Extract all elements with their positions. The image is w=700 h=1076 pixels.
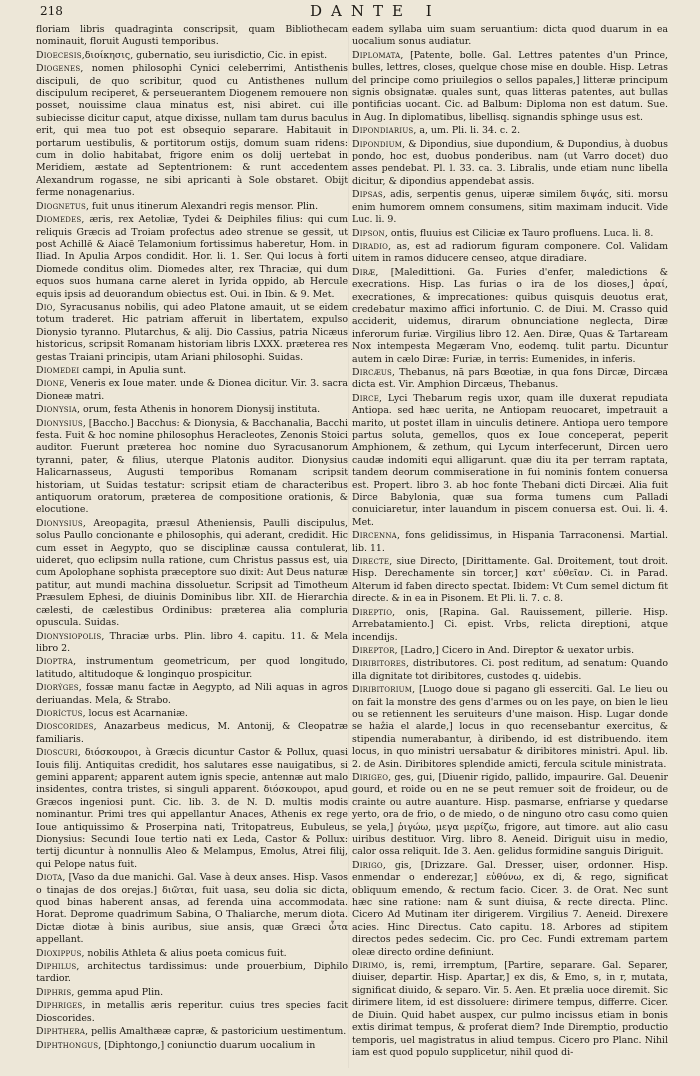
entry-headword: Dioxippus [36, 947, 82, 959]
dictionary-entry [352, 556, 668, 606]
entry-headword: Dione [36, 378, 65, 390]
entry-headword: Direptio [352, 606, 393, 618]
entry-text: eadem syllaba uim suam seruantium: dicta quod duarum in ea uocalium sonus audiatur. [352, 24, 668, 48]
dictionary-entry [36, 1026, 348, 1038]
right-column [352, 24, 668, 1068]
dictionary-entry [352, 530, 668, 555]
dictionary-entry [36, 987, 348, 999]
dictionary-entry [36, 721, 348, 746]
column-gutter [348, 24, 349, 1068]
entry-headword: Dioscorides [36, 721, 94, 733]
entry-text: , διόσκουροι, à Græcis dicuntur Castor & Pollux, quasi Iouis filij. Antiquitas credidit, hos salutares esse nauigatibus, si gemini apparent; apparent autem ignis specie, antennæ aut malo insidentes, contra tristes, si singuli apparent. διόσκουροι, apud Græcos ingeniosi punt. Cic. lib. 3. de N. D. multis modis nominantur. Primi tres qui appellantur Anaces, Athenis ex rege Ioue antiquissimo & Proserpina nati, Tritopatreus, Eubuleus, Dionysius: Secundi Ioue tertio nati ex Leda, Castor & Pollux: tertij dicuntur à nonnullis Aleo & Melampus, Emolus, Atrei filij, qui Pelope natus fuit. [36, 747, 348, 870]
entry-headword: Dipson [352, 227, 385, 239]
dictionary-entry [36, 872, 348, 946]
entry-headword: Dirimo [352, 960, 385, 972]
dictionary-entry [36, 201, 348, 213]
dictionary-entry [36, 302, 348, 364]
dictionary-entry [352, 772, 668, 859]
entry-text: , Areopagita, præsul Atheniensis, Paulli discipulus, solus Paullo concionante e philosophis, qui aderant, credidit. Hic cum esset in Aegypto, quo se disciplinæ caussa contulerat, uideret, quo eclipsim nulla ratione, cum Christus passus est, uia cum Apolophane sophista præceptore suo dixit: Aut Deus naturæ patitur, aut mundi machina dissoluetur. Scripsit ad Timotheum Præsulem Ephesi, de diuinis Dominibus libr. XII. de Hierarchia cælesti, de cælestibus Ordinibus: præterea alia compluria opuscula. Suidas. [36, 517, 348, 629]
dictionary-entry [352, 125, 668, 137]
entry-headword: Dirigeo [352, 771, 389, 783]
dictionary-entry [36, 378, 348, 403]
entry-text: , ges, gui, [Diuenir rigido, pallido, impaurire. Gal. Deuenir gourd, et roide ou en ne se peut remuer soit de froideur, ou de crainte ou autre auanture. Hisp. pasmarse, enfriarse y quedarse yerto, ora de frio, o de miedo, o de ninguno otro casu como quien se yela,] ῥιγώω, μεγα μερίζω, frigore, aut timore. aut alio casu uiribus destituor. Virg. libro 8. Aeneid. Diriguit uisu in medio, calor ossa reliquit. Ide 3. Aen. gelidus formidine sanguis Diriguit. [352, 771, 668, 858]
entry-text: , [Patente, bolle. Gal. Lettres patentes d'un Prince, bulles, lettres, closes, quelque chose mise en double. Hisp. Letras del principe como priuilegios o sellos papales,] litteræ principum signis obsignatæ. quales sunt, quas litteras patentes, aut bullas pontificias uocant. Cic. ad Balbum: Diploma non est datum. Sue. in Aug. In diplomatibus, libellisq. signandis sphinge usus est. [352, 49, 668, 123]
dictionary-entry [36, 518, 348, 630]
entry-text: , Anazarbeus medicus, M. Antonij, & Cleopatræ familiaris. [36, 721, 348, 745]
entry-text: , æris, rex Aetoliæ, Tydei & Deiphiles filius: qui cum reliquis Græcis ad Troiam profectus adeo strenue se gessit, ut post Achillē & Aiacē Telamonium fortissimus haberetur, Hom. in Iliad. In Apulia Arpos condidit. Hor. li. 1. Ser. Qui locus à forti Diomede conditus olim. Diomedes alter, rex Thraciæ, qui dum equos suos humana carne aleret in Iyrida oppido, ab Hercule equis ipsis ad deuorandum obiectus est. Oui. in Ibin. & 9. Met. [36, 214, 348, 300]
dictionary-entry [36, 24, 348, 49]
entry-text: , Lyci Thebarum regis uxor, quam ille duxerat repudiata Antiopa. sed hæc uerita, ne Antiopam reuocaret, impetrauit a marito, ut postet illam in uinculis detinere. Antiopa uero tempore partus soluta, gemellos, quos ex Ioue conceperat, peperit Amphionem, & zethum, qui Lycum interfecerunt, Dircen uero caudæ indomiti equi alligarunt. quæ diu ita per terram raptata, tandem deorum commiseratione in fui nominis fontem conuersa est. Propert. libro 3. ab hoc fonte Thebani dicti Dircæi. Alia fuit Dirce Babylonia, quæ sua forma tumens cum Palladi conuiciaretur, inter lauandum in piscem conuersa est. Oui. li. 4. Met. [352, 392, 668, 528]
entry-text: , Veneris ex Ioue mater. unde & Dionea dicitur. Vir. 3. sacra Dioneæ matri. [36, 378, 348, 402]
entry-headword: Directe [352, 556, 390, 568]
dictionary-entry [36, 961, 348, 986]
dictionary-entry [36, 948, 348, 960]
entry-headword: Diribitores [352, 658, 407, 670]
entry-text: , architectus tardissimus: unde prouerbium, Diphilo tardior. [36, 961, 348, 985]
entry-text: , [Vaso da due manichi. Gal. Vase à deux anses. Hisp. Vasos o tinajas de dos orejas.] διῶται, fuit uasa, seu dolia sic dicta, quod binas haberent ansas, ad ferenda uina accommodata. Horat. Deprome quadrimum Sabina, O Thaliarche, merum diota. Dictæ diotæ à binis auribus, siue ansis, quæ Græci ὦτα appellant. [36, 872, 348, 946]
entry-text: , siue Directo, [Dirittamente. Gal. Droitement, tout droit. Hisp. Derechamente sin torcer,] κατ' εὐθεῖαν. Ci. in Parad. Alterum id faben directo spectat. Ibidem: Vt Cum semel dictum fit directe. & in ea in Pisonem. Et Pli. li. 7. c. 8. [352, 556, 668, 605]
dictionary-entry [352, 860, 668, 959]
entry-text: , orum, festa Athenis in honorem Dionysij instituta. [76, 404, 321, 416]
running-title: DANTE I [310, 2, 441, 20]
entry-headword: Diomedes [36, 214, 82, 226]
entry-headword: Dionysia [36, 404, 77, 416]
dictionary-entry [352, 393, 668, 529]
entry-headword: Diogenes [36, 63, 81, 75]
entry-text: , as, est ad radiorum figuram componere. Col. Validam uitem in ramos diducere censeo, atque diradiare. [352, 240, 668, 265]
dictionary-entry [36, 1000, 348, 1025]
entry-text: , ontis, fluuius est Ciliciæ ex Tauro profluens. Luca. li. 8. [384, 227, 654, 239]
page-number: 218 [40, 4, 63, 18]
dictionary-entry [352, 241, 668, 266]
dictionary-entry [352, 684, 668, 771]
entry-headword: Dircæus [352, 366, 393, 378]
dictionary-entry [36, 365, 348, 377]
entry-text: floriam libris quadraginta conscripsit, quam Bibliothecam nominauit, floruit Augusti temporibus. [36, 24, 348, 48]
entry-text: , gis, [Drizzare. Gal. Dresser, uiser, ordonner. Hisp. enmendar o enderezar,] εὐθύνω, ex di, & rego, significat obliquum emendo, & rectum facio. Cicer. 3. de Orat. Nec sunt hæc sine ratione: nam & sunt diuisa, & recte directa. Plinc. Cicero Ad Mutinam iter dirigerem. Virgilius 7. Aeneid. Direxere acies. Hinc Directus. Cato capitu. 18. Arbores ad stipitem directos pedes sedecim. Cic. pro Cec. Fundi extremam partem oleæ directo ordine definiunt. [352, 859, 668, 958]
entry-headword: Dipondiarius [352, 125, 414, 137]
entry-text: , locus est Acarnaniæ. [82, 707, 188, 719]
entry-headword: Dipondium [352, 138, 403, 150]
dictionary-entry [36, 214, 348, 301]
entry-headword: Diognetus [36, 200, 87, 212]
entry-headword: Diradio [352, 240, 389, 252]
dictionary-entry [352, 645, 668, 657]
entry-headword: Dioptra [36, 656, 74, 668]
entry-text: , Thebanus, nā pars Bœotiæ, in qua fons Dircæ, Dircæa dicta est. Vir. Amphion Dircæus, Thebanus. [352, 366, 668, 391]
dictionary-entry [352, 267, 668, 366]
entry-headword: Dipsas [352, 189, 383, 201]
entry-headword: Dioecesis [36, 49, 82, 61]
dictionary-entry [352, 367, 668, 392]
entry-text: , in metallis æris reperitur. cuius tres species facit Dioscorides. [36, 1000, 348, 1024]
entry-text: , is, remi, irremptum, [Partire, separare. Gal. Separer, diuiser, departir. Hisp. Apartar,] ex dis, & Emo, s, in r, mutata, significat diuido, & separo. Vir. 5. Aen. Et prælia uoce diremit. Sic dirimere litem, id est dissoluere: dirimere tempus, differre. Cicer. de Diuin. Quid habet auspex, cur pulmo incissus etiam in bonis extis dirimat tempus, & proferat diem? Inde Diremptio, productio temporis, uel magistratus in aliud tempus. Cicero pro Planc. Nihil iam est quod populo supplicetur, nihil quod di- [352, 960, 668, 1058]
dictionary-entry [352, 658, 668, 683]
page-header [40, 2, 670, 22]
dictionary-entry [36, 404, 348, 416]
entry-headword: Dioscuri [36, 747, 78, 759]
entry-headword: Diplomata [352, 49, 401, 61]
dictionary-entry [36, 418, 348, 517]
entry-headword: Diribitorium [352, 684, 413, 696]
entry-text: campi, in Apulia sunt. [79, 364, 187, 376]
entry-text: , onis, [Rapina. Gal. Rauissement, pillerie. Hisp. Arrebatamiento.] Ci. epist. Vrbs, relicta direptioni, atque incendijs. [352, 606, 668, 643]
entry-headword: Diphilus [36, 961, 77, 973]
entry-text: , gemma apud Plin. [71, 986, 164, 998]
dictionary-entry [352, 228, 668, 240]
dictionary-entry [352, 50, 668, 124]
entry-headword: Diræ [352, 266, 376, 278]
entry-text: , fossæ manu factæ in Aegypto, ad Nili aquas in agros deriuandas. Mela, & Strabo. [36, 682, 348, 706]
dictionary-entry [352, 607, 668, 644]
dictionary-entry [352, 24, 668, 49]
left-column [36, 24, 348, 1068]
dictionary-entry [36, 50, 348, 62]
entry-headword: Dionysius [36, 417, 83, 429]
entry-text: , [Diphtongo,] coniunctio duarum uocalium in [98, 1039, 316, 1051]
entry-text: , fuit unus itinerum Alexandri regis mensor. Plin. [86, 200, 319, 212]
entry-headword: Direptor [352, 644, 395, 656]
entry-text: , & Dipondius, siue dupondium, & Dupondius, à duobus pondo, hoc est, duobus ponderibus. nam (ut Varro docet) duo asses pendebat. Pl. l. 33. ca. 3. Libralis, unde etiam nunc libella dicitur, & dipondius appendebat assis. [352, 138, 668, 187]
entry-headword: Diphthongus [36, 1039, 99, 1051]
dictionary-entry [36, 656, 348, 681]
entry-text: , distributores. Ci. post reditum, ad senatum: Quando illa dignitate tot diribitores, custodes q. uidebis. [352, 658, 668, 682]
entry-text: , [Luogo doue si pagano gli esserciti. Gal. Le lieu ou on fait la monstre des gens d'armes ou on les paye, on bien le lieu ou se retiennent les seruiteurs d'une maison. Hisp. Lugar donde se haẑia el alarde,] locus in quo recensebantur exercitus, & stipendia numerabantur, à diribendo, id est distribuendo. item locus, in quo ministri uersabatur & diribitores ministri. Apul. lib. 2. de Asin. Diribitores splendide amicti, fercula scitule ministrata. [352, 684, 668, 770]
dictionary-entry [36, 63, 348, 199]
dictionary-entry [36, 747, 348, 871]
entry-headword: Diorýges [36, 682, 79, 694]
entry-headword: Dio [36, 301, 53, 313]
entry-headword: Dioríctus [36, 707, 83, 719]
entry-text: , nomen philosophi Cynici celeberrimi, Antisthenis discipuli, de quo scribitur, quod cu Antisthenes nullum discipulum reciperet, & perseuerantem Diogenem remouere non posset, nouissime claua minatus est, nisi abiret. cui ille subiecisse dicitur caput, atque dixisse, nullam tam durus baculus erit, qui mea tuo pot est obsequio separare. Habitauit in portarum uestibulis, & portitorum ostijs, domum suam ridens: cum in dolio habitabat, frigore enim os dolij uertebat in Meridiem, æstate ad Septentrionem: & runt accedentem Alexandrum rogasse, ne sibi apricanti à Sole obstaret. Obijt ferme nonagenarius. [36, 63, 348, 199]
entry-headword: Dionysiopolis [36, 630, 102, 642]
dictionary-entry [352, 139, 668, 189]
entry-headword: Dirigo [352, 859, 383, 871]
entry-headword: Dirce [352, 392, 380, 404]
entry-text: , Syracusanus nobilis, qui adeo Platone amauit, ut se eidem totum traderet. Hic patriam afferuit in libertatem, expulso Dionysio tyranno. Plutarchus, & alij. Dio Cassius, patria Nicæus historicus, scripsit Romanam historiam libris LXXX. præterea res gestas Traiani principis, utam Ariani philosophi. Suidas. [36, 301, 348, 363]
dictionary-entry [36, 631, 348, 656]
entry-text: , pellis Amalthææ capræ, & pastoricium uestimentum. [85, 1026, 347, 1038]
entry-headword: Diota [36, 872, 63, 884]
entry-text: , adis, serpentis genus, uiperæ similem διψάς, siti. morsu enim humorem omnem consumens, sitim maximam inducit. Vide Luc. li. 9. [352, 189, 668, 226]
entry-headword: Dionysius [36, 517, 83, 529]
entry-headword: Diomedei [36, 364, 80, 376]
entry-text: , [Baccho.] Bacchus: & Dionysia, & Bacchanalia, Bacchi festa. Fuit & hoc nomine philosophus Heracleotes, Zenonis Stoici auditor. Fuerunt præterea hoc nomine duo Syracusanorum tyranni, pater, & filius, uterque Platonis auditor. Dionysius Halicarnasseus, Augusti temporibus Romanam scripsit historiam, ut Suidas testatur: scripsit etiam de characteribus antiquorum oratorum, præterea de compositione orationis, & elocutione. [36, 417, 348, 516]
dictionary-entry [36, 682, 348, 707]
entry-text: , [Ladro,] Cicero in And. Direptor & uexator urbis. [394, 644, 635, 656]
dictionary-entry [36, 1040, 348, 1052]
entry-text: , instrumentum geometricum, per quod longitudo, latitudo, altitudoque & longinquo prospicitur. [36, 656, 348, 680]
entry-text: , [Maledittioni. Ga. Furies d'enfer, maledictions & execrations. Hisp. Las furias o ira de los dioses,] ἀραί, execrationes, & imprecationes: quibus quisquis deuotus erat, credebatur maximo affici infortunio. C. de Diui. M. Crasso quid acciderit, uidemus, dirarum obnunciatione neglecta, Diræ inferorum furiæ. Virgilius libro 12. Aen. Diræ, Quas & Tartaream Nox intempesta Megæram Vno, eodemq. tulit partu. Dicuntur autem in cælo Diræ: Furiæ, in terris: Eumenides, in inferis. [352, 266, 668, 365]
entry-headword: Dircenna [352, 530, 397, 542]
entry-text: ,διοίκησις, gubernatio, seu iurisdictio, Cic. in epist. [81, 49, 328, 61]
entry-headword: Diphriges [36, 1000, 83, 1012]
dictionary-entry [352, 960, 668, 1059]
entry-text: , Thraciæ urbs. Plin. libro 4. capitu. 11. & Mela libro 2. [36, 630, 348, 654]
entry-text: , a, um. Pli. li. 34. c. 2. [413, 125, 521, 137]
entry-text: , fons gelidissimus, in Hispania Tarraconensi. Martial. lib. 11. [352, 530, 668, 554]
entry-headword: Diphthera [36, 1026, 86, 1038]
dictionary-entry [36, 708, 348, 720]
entry-text: , nobilis Athleta & alius poeta comicus fuit. [81, 947, 287, 959]
dictionary-entry [352, 189, 668, 226]
entry-headword: Diphris [36, 986, 72, 998]
